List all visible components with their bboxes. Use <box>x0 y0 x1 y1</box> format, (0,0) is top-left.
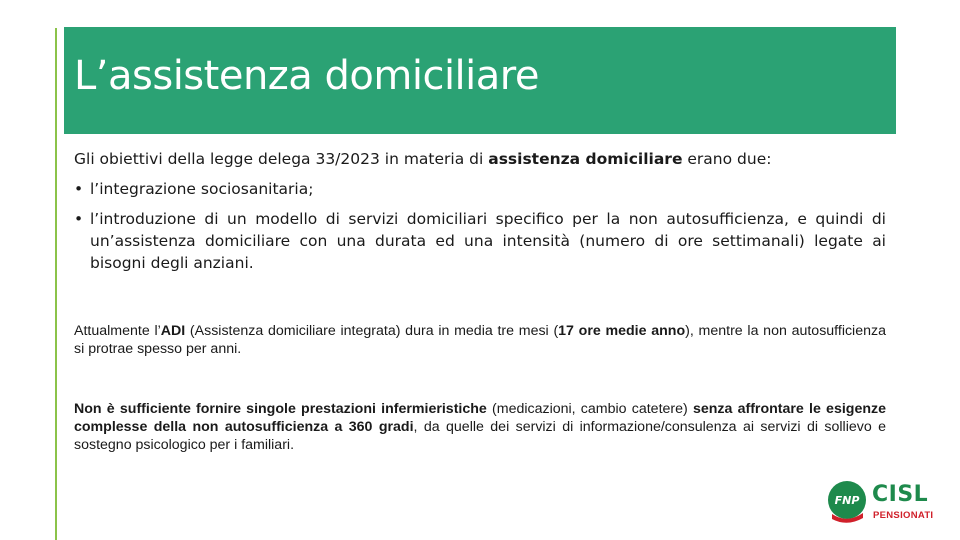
objectives-list <box>74 178 886 274</box>
adi-hours-bold: 17 ore medie anno <box>558 323 686 339</box>
logo-subtitle: PENSIONATI <box>873 510 934 521</box>
fnp-logo-icon <box>826 480 868 524</box>
cisl-pensionati-logo <box>826 480 946 526</box>
title-band <box>64 27 896 134</box>
logo-name: CISL <box>872 482 929 507</box>
objectives-block <box>74 148 886 282</box>
services-bold-2: senza affrontare le esigenze complesse della non autosufficienza a 360 gradi <box>74 401 886 435</box>
adi-paragraph <box>74 322 886 358</box>
intro-text-end: erano due: <box>682 150 772 168</box>
intro-text: Gli obiettivi della legge delega 33/2023 in materia di <box>74 150 489 168</box>
services-text-2: , da quelle dei servizi di informazione/consulenza ai servizi di sollievo e sostegno psicologico per i familiari. <box>74 419 887 453</box>
left-accent-rule <box>55 28 57 540</box>
adi-text-2: (Assistenza domiciliare integrata) dura in media tre mesi ( <box>185 323 559 339</box>
list-item: • l’integrazione sociosanitaria; <box>74 178 886 200</box>
services-text-1: (medicazioni, cambio catetere) <box>486 401 693 417</box>
services-bold-1: Non è sufficiente fornire singole prestazioni infermieristiche <box>74 401 487 417</box>
intro-sentence <box>74 148 886 170</box>
adi-text-3: ), mentre la non autosufficienza si protrae spesso per anni. <box>74 323 886 357</box>
adi-text: Attualmente l’ <box>74 323 161 339</box>
intro-bold-text: assistenza domiciliare <box>488 150 683 168</box>
slide-title: L’assistenza domiciliare <box>74 53 539 99</box>
list-item: • l’introduzione di un modello di servizi domiciliari specifico per la non autosufficienza, e quindi di un’assistenza domiciliare con una durata ed una intensità (numero di ore settimanali) legate ai bisogni degli anziani. <box>74 208 886 274</box>
services-paragraph <box>74 400 886 454</box>
fnp-logo-text: FNP <box>834 494 860 507</box>
adi-bold: ADI <box>160 323 186 339</box>
